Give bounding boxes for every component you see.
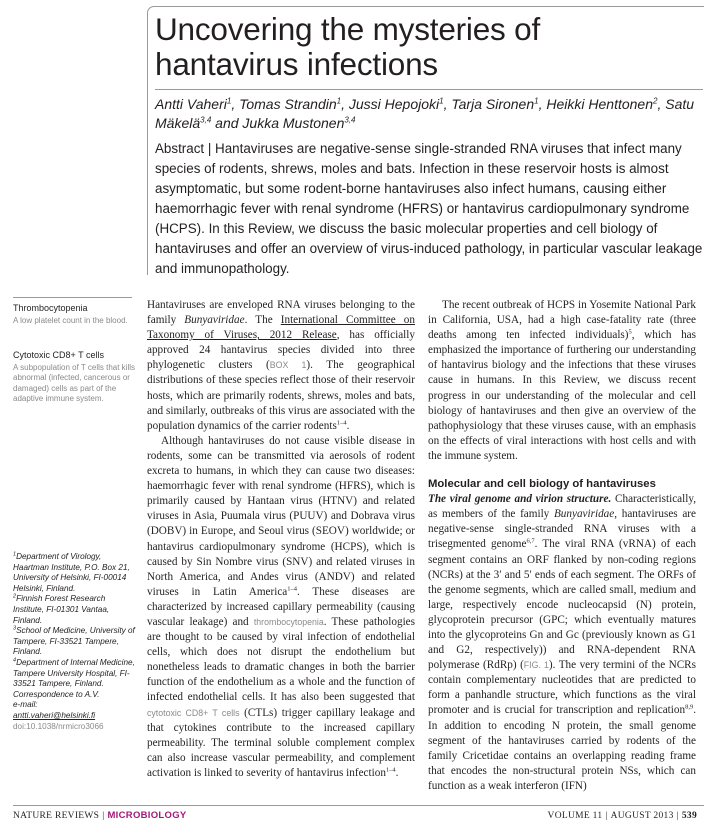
email-label: e-mail: xyxy=(13,700,38,710)
footer-divider xyxy=(13,805,704,806)
volume: VOLUME 11 xyxy=(547,811,603,821)
author-affiliation-marker: 1 xyxy=(439,96,444,106)
affiliation-2: $^2$Finnish Forest Research Institute, FI-01301 Vantaa, Finland. xyxy=(13,593,110,625)
author-name: Satu Mäkelä xyxy=(155,96,695,131)
issue-info: VOLUME 11 | AUGUST 2013 | 539 xyxy=(547,811,697,821)
paragraph: Although hantaviruses do not cause visible disease in rodents, some can be transmitted via aerosols of rodent excreta to humans, in which they can cause two diseases: haemorrhagic fever with renal syndrome (HFRS), which is primarily caused by Hantaan virus (HTNV) and related viruses in Asia, Puumala virus (PUUV) and Dobrava virus (DOBV) in Europe, and Seoul virus (SEOV) worldwide; or hantavirus cardiopulmonary syndrome (HCPS), which is caused by Sin Nombre virus (SNV) and related viruses in North America, and Andes virus (ANDV) and related viruses in Latin America$^{1-4}$. These diseases are characterized by increased capillary permeability (causing vascular leakage) and thrombocytopenia. These pathologies are thought to be caused by viral infection of endothelial cells, which does not disrupt the endothelium but nonetheless leads to dramatic changes in both the barrier function of the endothelium as a whole and the function of infected endothelial cells. It has also been suggested that cytotoxic CD8+ T cells (CTLs) trigger capillary leakage and that cytokines contribute to the increased capillary permeability. The terminal soluble complement complex can also increase vascular permeability, and complement activation is linked to severity of hantavirus infection$^{1-4}$. xyxy=(147,434,415,779)
article-title xyxy=(155,12,700,82)
body-column-2 xyxy=(428,298,696,794)
glossary-link-thrombocytopenia[interactable]: thrombocytopenia xyxy=(253,616,324,627)
subsection-runhead: The viral genome and virion structure. xyxy=(428,493,612,506)
paragraph: The viral genome and virion structure. Characteristically, as members of the family Bunyaviridae, hantaviruses are negative-sense single-stranded RNA viruses with a trisegmented genome$^{6,7}$. The viral RNA (vRNA) of each segment contains an ORF flanked by non-coding regions (NCRs) at the 3′ and 5′ ends of each segment. The ORFs of the genome segments, which are called small, medium and large, respectively encode nucleocapsid (N) protein, glycoprotein precursor (GPC; which eventually matures into the glycoproteins Gn and Gc (previously known as G1 and G2, respectively)) and RNA-dependent RNA polymerase (RdRp) (FIG. 1). The very termini of the NCRs contain complementary nucleotides that are predicted to form a panhandle structure, which functions as the viral promoter and is crucial for transcription and replication$^{8,9}$. In addition to encoding N protein, the small genome segment of the hantaviruses carried by rodents of the family Cricetidae contains an overlapping reading frame that encodes the non-structural protein NSs, which can function as a weak interferon (IFN) xyxy=(428,493,697,792)
affiliation-4: $^4$Department of Internal Medicine, Tampere University Hospital, FI-33521 Tampere, Finland. xyxy=(13,657,135,689)
affiliations xyxy=(13,552,138,732)
author-name: Heikki Henttonen xyxy=(546,96,653,112)
author-name: Tomas Strandin xyxy=(239,96,337,112)
journal-title: NATURE REVIEWS xyxy=(13,811,100,821)
glossary-entry-thrombocytopenia xyxy=(13,303,138,326)
figure-1-link[interactable]: FIG. 1 xyxy=(523,660,549,671)
abstract: Abstract | Hantaviruses are negative-sense single-stranded RNA viruses that infect many species of rodents, shrews, moles and bats. Infection in these reservoir hosts is almost asymptomatic, but some rodent-borne hantaviruses also infect humans, causing either haemorrhagic fever with renal syndrome (HFRS) or hantavirus cardiopulmonary syndrome (HCPS). In this Review, we discuss the basic molecular properties and cell biology of hantaviruses and offer an overview of virus-induced pathology, in particular vascular leakage and immunopathology. xyxy=(155,141,703,276)
affiliation-3: $^3$School of Medicine, University of Tampere, FI-33521 Tampere, Finland. xyxy=(13,625,135,657)
author-name: Jussi Hepojoki xyxy=(348,96,440,112)
glossary-definition: A low platelet count in the blood. xyxy=(13,315,128,325)
correspondence: Correspondence to A.V. xyxy=(13,689,100,699)
box-1-link[interactable]: BOX 1 xyxy=(269,360,307,371)
section-heading: Molecular and cell biology of hantaviruses xyxy=(428,478,656,491)
title-line-1: Uncovering the mysteries of xyxy=(155,11,541,47)
author-affiliation-marker: 1 xyxy=(534,96,539,106)
journal-subject: MICROBIOLOGY xyxy=(107,810,187,821)
body-column-1 xyxy=(147,298,415,781)
paragraph: The recent outbreak of HCPS in Yosemite National Park in California, USA, had a high case-fatality rate (three deaths among ten infected individuals)$^5$, which has emphasized the importance of furthering our understanding of hantavirus biology and the infections that these viruses cause in humans. In this Review, we discuss recent progress in our understanding of the molecular and cell biology of hantaviruses and then give an overview of the pathophysiology that these viruses cause, with an emphasis on the effects of viral interactions with host cells and with the immune system. xyxy=(428,299,696,462)
glossary-term: Thrombocytopenia xyxy=(13,303,88,313)
author-name: Tarja Sironen xyxy=(451,96,535,112)
glossary-entry-cytotoxic-t-cells xyxy=(13,350,138,405)
glossary-term: Cytotoxic CD8+ T cells xyxy=(13,350,104,360)
author-affiliation-marker: 2 xyxy=(653,96,658,106)
doi: doi:10.1038/nrmicro3066 xyxy=(13,721,104,731)
email-link[interactable]: antti.vaheri@helsinki.fi xyxy=(13,710,96,720)
ictv-link[interactable]: International Committee on Taxonomy of Viruses, 2012 Release xyxy=(147,314,415,342)
glossary-definition: A subpopulation of T cells that kills abnormal (infected, cancerous or damaged) cells as part of the adaptive immune system. xyxy=(13,362,135,403)
author-name: Antti Vaheri xyxy=(155,96,227,112)
page-number: 539 xyxy=(681,811,697,821)
glossary-link-cytotoxic-t-cells[interactable]: cytotoxic CD8+ T cells xyxy=(147,707,240,718)
author-affiliation-marker: 3,4 xyxy=(200,115,212,125)
author-affiliation-marker: 1 xyxy=(336,96,342,106)
sidebar-divider xyxy=(13,297,132,298)
affiliation-1: $^1$Department of Virology, Haartman Institute, P.O. Box 21, University of Helsinki, FI-00014 Helsinki, Finland. xyxy=(13,551,130,593)
paragraph: Hantaviruses are enveloped RNA viruses belonging to the family Bunyaviridae. The International Committee on Taxonomy of Viruses, 2012 Release, has officially approved 24 hantavirus species divided into three phylogenetic clusters (BOX 1). The geographical distributions of these species reflect those of their reservoir hosts, which are primarily rodents, shrews, moles and bats, and similarly, outbreaks of this virus are associated with the population dynamics of the carrier rodents$^{1-4}$. xyxy=(147,299,415,432)
issue-date: AUGUST 2013 xyxy=(610,811,674,821)
title-divider xyxy=(155,89,703,90)
title-line-2: hantavirus infections xyxy=(155,46,438,82)
author-affiliation-marker: 3,4 xyxy=(344,115,356,125)
journal-name: NATURE REVIEWS | MICROBIOLOGY xyxy=(13,810,187,821)
author-name: Jukka Mustonen xyxy=(242,115,345,131)
author-list: Antti Vaheri$^1$, Tomas Strandin$^1$, Jussi Hepojoki$^1$, Tarja Sironen$^1$, Heikki Henttonen$^2$, Satu Mäkelä$^{3,4}$ and Jukka Mustonen$^{3,4}$ xyxy=(155,96,695,131)
author-affiliation-marker: 1 xyxy=(226,96,232,106)
